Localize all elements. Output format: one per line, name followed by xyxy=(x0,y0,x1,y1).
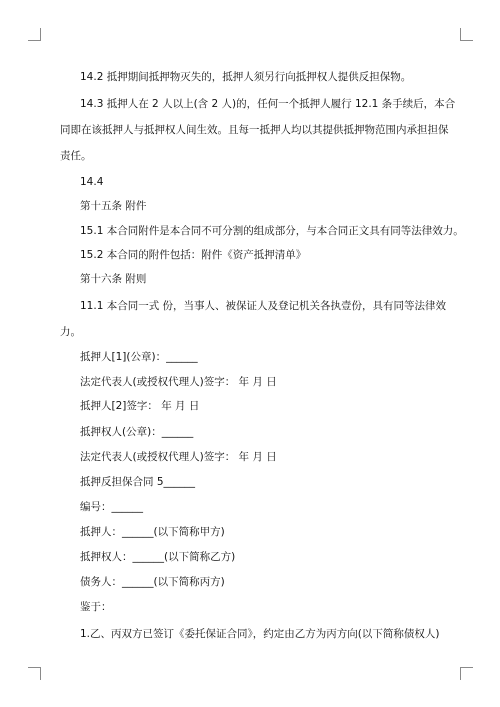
contract-title: 抵押反担保合同 5______ xyxy=(80,476,196,488)
crop-mark-bottom-left xyxy=(28,667,41,680)
article-15-heading: 第十五条 附件 xyxy=(80,200,147,212)
legal-rep-signature-1: 法定代表人(或授权代理人)签字： 年 月 日 xyxy=(80,376,277,388)
crop-mark-top-left xyxy=(28,28,41,41)
article-16-heading: 第十六条 附则 xyxy=(80,273,147,285)
whereas-heading: 鉴于： xyxy=(80,601,112,613)
crop-mark-bottom-right xyxy=(460,667,473,680)
whereas-clause-1: 1.乙、丙双方已签订《委托保证合同》，约定由乙方为丙方向(以下简称债权人) xyxy=(80,628,440,640)
clause-15-1: 15.1 本合同附件是本合同不可分割的组成部分，与本合同正文具有同等法律效力。 xyxy=(80,225,464,237)
mortgagor-2-signature: 抵押人[2]签字： 年 月 日 xyxy=(80,400,200,412)
mortgagor-1-seal: 抵押人[1](公章)：______ xyxy=(80,351,198,363)
party-c-debtor: 债务人：______(以下简称丙方) xyxy=(80,576,225,588)
legal-rep-signature-2: 法定代表人(或授权代理人)签字： 年 月 日 xyxy=(80,451,277,463)
clause-14-3: 14.3 抵押人在 2 人以上(含 2 人)的，任何一个抵押人履行 12.1 条手续后，本合 xyxy=(80,98,456,110)
clause-14-3-cont: 同即在该抵押人与抵押权人间生效。且每一抵押人均以其提供抵押物范围内承担担保 xyxy=(60,124,449,136)
contract-number: 编号：______ xyxy=(80,501,143,513)
clause-11-1-end: 力。 xyxy=(60,326,81,338)
clause-14-4: 14.4 xyxy=(80,176,104,188)
clause-14-2: 14.2 抵押期间抵押物灭失的，抵押人须另行向抵押权人提供反担保物。 xyxy=(80,71,412,83)
clause-11-1: 11.1 本合同一式 份，当事人、被保证人及登记机关各执壹份，具有同等法律效 xyxy=(80,300,447,312)
party-b-mortgagee: 抵押权人：______(以下简称乙方) xyxy=(80,551,236,563)
party-a-mortgagor: 抵押人：______(以下简称甲方) xyxy=(80,526,225,538)
mortgagee-seal: 抵押权人(公章)：______ xyxy=(80,426,194,438)
clause-15-2: 15.2 本合同的附件包括：附件《资产抵押清单》 xyxy=(80,249,307,261)
crop-mark-top-right xyxy=(460,28,473,41)
clause-14-3-end: 责任。 xyxy=(60,150,92,162)
